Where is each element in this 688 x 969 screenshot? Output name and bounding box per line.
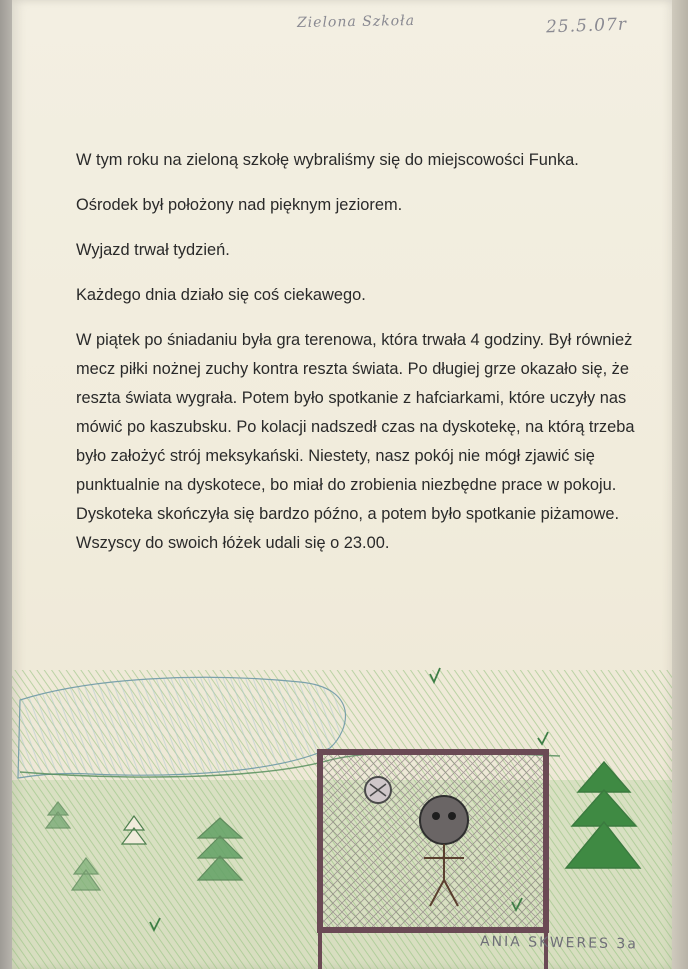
ball [365, 777, 391, 803]
paragraph-3: Wyjazd trwał tydzień. [76, 241, 230, 260]
paragraph-2: Ośrodek był położony nad pięknym jeziorem. [76, 196, 403, 215]
handwritten-title: Zielona Szkoła [296, 12, 416, 32]
essay-text [76, 146, 636, 573]
paragraph-4: Każdego dnia działo się coś ciekawego. [76, 286, 366, 305]
handwritten-signature: ANIA SKWERES 3a [479, 933, 638, 953]
paragraph-5: W piątek po śniadaniu była gra terenowa, która trwała 4 godziny. Był również mecz piłki nożnej zuchy kontra reszta świata. Po długiej grze okazało się, że reszta świata wygrała. Potem było spotkanie z hafciarkami, które uczyły nas mówić po kaszubsku. Po kolacji nadszedł czas na dyskotekę, na którą trzeba było założyć strój meksykański. Niestety, nasz pokój nie mógł zjawić się punktualnie na dyskotece, bo miał do zrobienia niezbędne prace w pokoju. Dyskoteka skończyła się bardzo późno, a potem było spotkanie piżamowe. Wszyscy do swoich łóżek udali się o 23.00. [76, 331, 635, 552]
handwritten-date: 25.5.07r [545, 14, 628, 38]
paragraph-1: W tym roku na zieloną szkołę wybraliśmy się do miejscowości Funka. [76, 151, 579, 169]
crayon-drawing [0, 660, 688, 969]
